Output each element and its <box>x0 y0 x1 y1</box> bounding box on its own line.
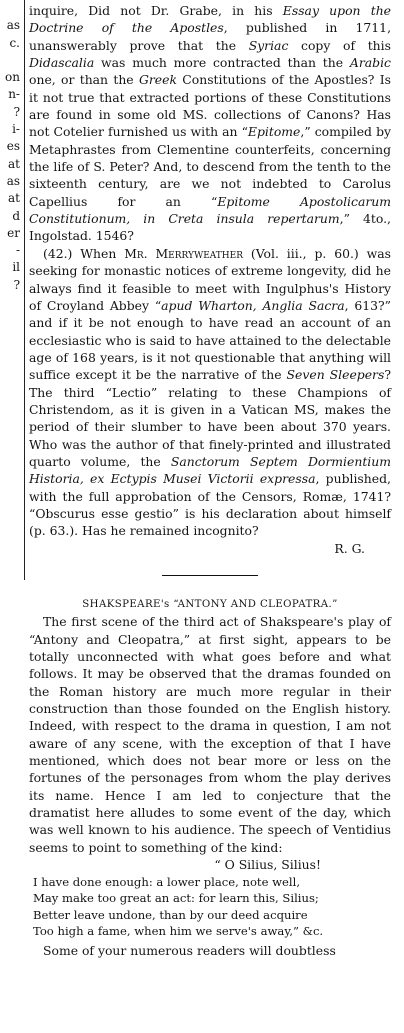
closing-line: Some of your numerous readers will doubtless <box>43 942 336 958</box>
paragraph-grabe <box>29 2 391 245</box>
text-run: copy of this <box>288 37 391 53</box>
title-sanctorum: Sanctorum Septem Dormientium Historia, ex Ectypis Musei Victorii expressa <box>29 453 391 487</box>
fragment: ? <box>13 277 20 290</box>
verse-quote <box>33 874 391 940</box>
main-column <box>29 2 391 959</box>
text-run: Constitutions of the Apostles? Is it not true that extracted portions of these Constitutions are found in some old MS. collections of Canons? Has not Cotelier furnished us with an “ <box>29 72 392 140</box>
verse-line: Too high a fame, when him we serve's away,” &c. <box>33 924 324 938</box>
text-run: , 613?” and if it be not enough to have read an account of an ecclesiastic who is said to have attained to the delectable age of 168 years, is it not questionable that anything will suffice except it be the narrative of the <box>29 297 391 383</box>
quote-first-line: “ O Silius, Silius! <box>214 857 321 873</box>
column-divider <box>24 0 25 580</box>
term-arabic: Arabic <box>349 55 391 71</box>
term-epitome: Epitome <box>247 124 301 140</box>
text-run: ? The third “Lectio” relating to these Champions of Christendom, as it is given in a Vatican MS, makes the period of their slumber to have been about 370 years. Who was the author of that finely-printed and illustrated quarto volume, the <box>29 367 391 469</box>
text-run: was much more contracted than the <box>94 55 350 71</box>
fragment: d <box>12 208 20 223</box>
verse-line: Better leave undone, than by our deed acquire <box>33 907 308 922</box>
fragment: at <box>8 156 20 171</box>
fragment: at <box>8 191 20 206</box>
fragment: il <box>12 260 20 275</box>
text-run: inquire, Did not Dr. Grabe, in his <box>29 3 283 18</box>
text-run: (Vol. iii., p. 60.) was seeking for monastic notices of extreme longevity, did he always find it feasible to meet with Ingulphus's History of Croyland Abbey “ <box>29 245 392 313</box>
text-run: ,” compiled by Metaphrastes from Clementine counterfeits, concerning the life of S. Peter? And, to descend from the tenth to the sixteenth century, are we not indebted to Carolus Capellius for an “ <box>29 124 391 209</box>
paragraph-42 <box>29 245 391 540</box>
signature: R. G. <box>334 540 365 556</box>
text-run: (42.) When <box>43 245 125 261</box>
fragment: as <box>6 18 20 33</box>
text-run: , published in 1711, unanswerably prove that the <box>29 20 392 53</box>
fragment: c. <box>9 35 20 50</box>
fragment: i- <box>12 122 20 137</box>
text-run: one, or than the <box>29 72 139 88</box>
text-run: , published, with the full approbation of the Censors, Romæ, 1741? “Obscurus esse gestio” is his declaration about himself (p. 63.). Has he remained incognito? <box>29 471 391 539</box>
section-divider <box>162 575 258 576</box>
fragment: as <box>6 173 20 188</box>
name-merryweather: Mr. Merryweather <box>124 245 243 261</box>
term-didascalia: Didascalia <box>29 55 95 71</box>
verse-line: May make too great an act: for learn this, Silius; <box>33 891 319 905</box>
fragment <box>0 0 22 17</box>
term-seven-sleepers: Seven Sleepers <box>286 367 385 383</box>
title-epitome: Epitome Apostolicarum Constitutionum, in Creta insula repertarum <box>29 193 391 227</box>
fragment: es <box>6 139 20 154</box>
fragment: - <box>15 243 20 258</box>
title-anglia-sacra: apud Wharton, Anglia Sacra <box>161 297 345 313</box>
section-title: SHAKSPEARE's “ANTONY AND CLEOPATRA.” <box>82 599 338 610</box>
left-column-fragments <box>0 0 22 290</box>
term-greek: Greek <box>138 72 177 88</box>
term-syriac: Syriac <box>248 37 289 53</box>
title-essay: Essay upon the Doctrine of the Apostles <box>29 3 392 36</box>
fragment <box>0 52 22 69</box>
verse-line: I have done enough: a lower place, note well, <box>33 874 301 889</box>
fragment: ? <box>13 104 20 119</box>
text-run: ,” 4to., Ingolstad. 1546? <box>29 211 391 244</box>
fragment: er <box>7 225 20 240</box>
fragment: on <box>5 70 20 85</box>
paragraph-antony: The first scene of the third act of Shakspeare's play of “Antony and Cleopatra,” at first sight, appears to be totally unconnected with what goes before and what follows. It may be observed that the dramas founded on the Roman history are much more regular in their construction than those founded on the English history. Indeed, with respect to the drama in question, I am not aware of any scene, with the exception of that I have mentioned, which does not bear more or less on the fortunes of the personages from whom the play derives its name. Hence I am led to conjecture that the dramatist here alludes to some event of the day, which was well known to his audience. The speech of Ventidius seems to point to something of the kind: <box>29 614 391 855</box>
fragment: n- <box>8 87 20 102</box>
